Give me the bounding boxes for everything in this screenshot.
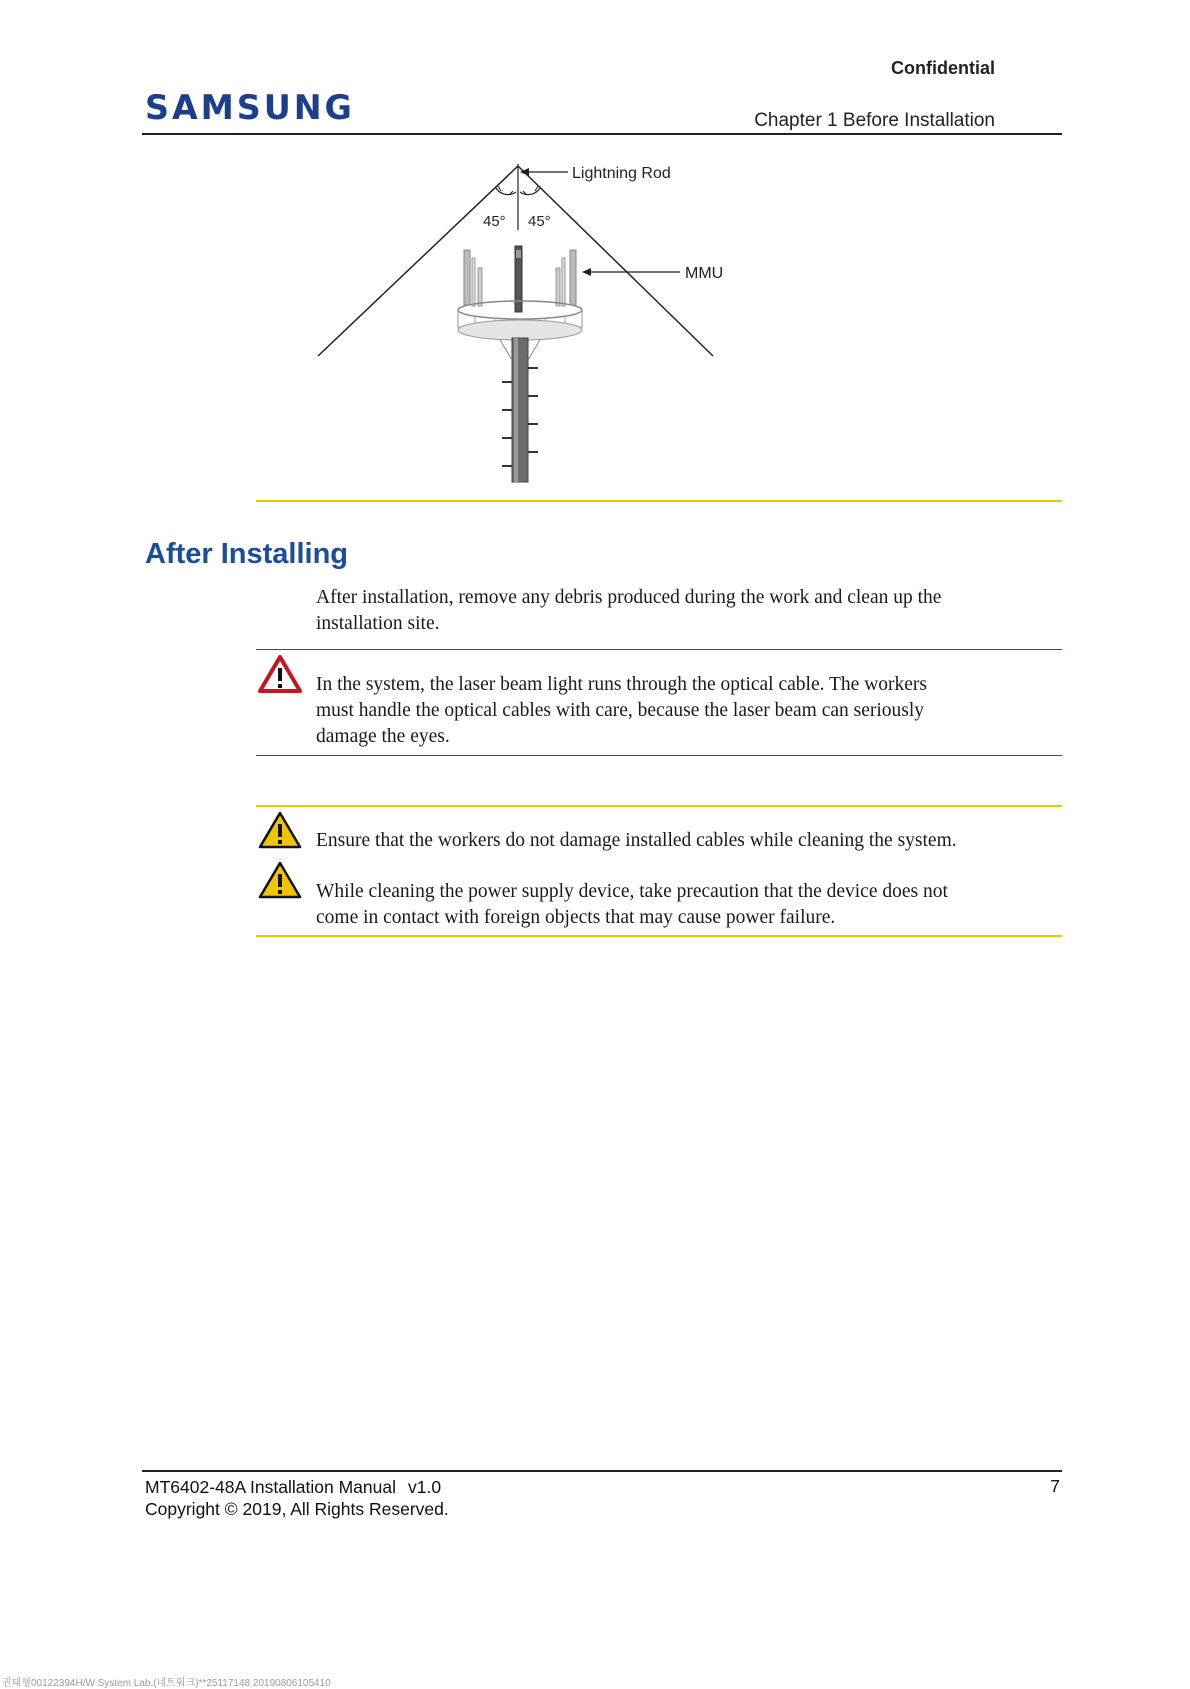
angle-left-label: 45°	[483, 213, 506, 230]
footer-manual-line	[145, 1476, 453, 1498]
danger-top-rule	[256, 649, 1062, 650]
caution-icon	[258, 860, 302, 900]
danger-line2: must handle the optical cables with care, because the laser beam can seriously	[316, 700, 925, 721]
caution-text-2	[316, 879, 1066, 931]
footer-copyright: Copyright © 2019, All Rights Reserved.	[145, 1499, 449, 1519]
footer-info	[145, 1476, 453, 1520]
figure-bottom-rule	[256, 500, 1062, 502]
footer-rule	[142, 1470, 1062, 1472]
angle-right-label: 45°	[528, 213, 551, 230]
section-intro-line1: After installation, remove any debris produced during the work and clean up the	[316, 587, 942, 608]
download-stamp: 권태형00122394H/W System Lab.(네트워크)**25117148 20190806105410	[2, 1678, 331, 1689]
caution-text-2-line2: come in contact with foreign objects that may cause power failure.	[316, 907, 836, 928]
mmu-label: MMU	[685, 265, 724, 282]
header-rule	[142, 133, 1062, 135]
confidential-label: Confidential	[891, 58, 995, 78]
footer-manual-title: MT6402-48A Installation Manual	[145, 1477, 396, 1497]
mmu-arrowhead	[582, 268, 591, 276]
caution-top-rule	[256, 805, 1062, 807]
samsung-logo: SAMSUNG	[145, 88, 355, 128]
danger-warning-icon	[258, 654, 302, 694]
chapter-title: Chapter 1 Before Installation	[754, 110, 995, 131]
danger-line1: In the system, the laser beam light runs through the optical cable. The workers	[316, 674, 928, 695]
danger-bottom-rule	[256, 755, 1062, 756]
caution-icon	[258, 810, 302, 850]
lightning-rod-diagram	[300, 150, 820, 500]
caution-text-2-line1: While cleaning the power supply device, take precaution that the device does not	[316, 881, 948, 902]
lightning-rod-label: Lightning Rod	[572, 165, 671, 182]
section-title: After Installing	[145, 538, 349, 570]
danger-line3: damage the eyes.	[316, 726, 450, 747]
page-number: 7	[1050, 1476, 1060, 1496]
section-intro	[316, 585, 1066, 637]
caution-bottom-rule	[256, 935, 1062, 937]
tower-illustration	[458, 246, 582, 482]
section-intro-line2: installation site.	[316, 613, 440, 634]
footer-version: v1.0	[407, 1477, 442, 1497]
caution-text-1: Ensure that the workers do not damage installed cables while cleaning the system.	[316, 830, 957, 851]
danger-text	[316, 672, 1066, 750]
